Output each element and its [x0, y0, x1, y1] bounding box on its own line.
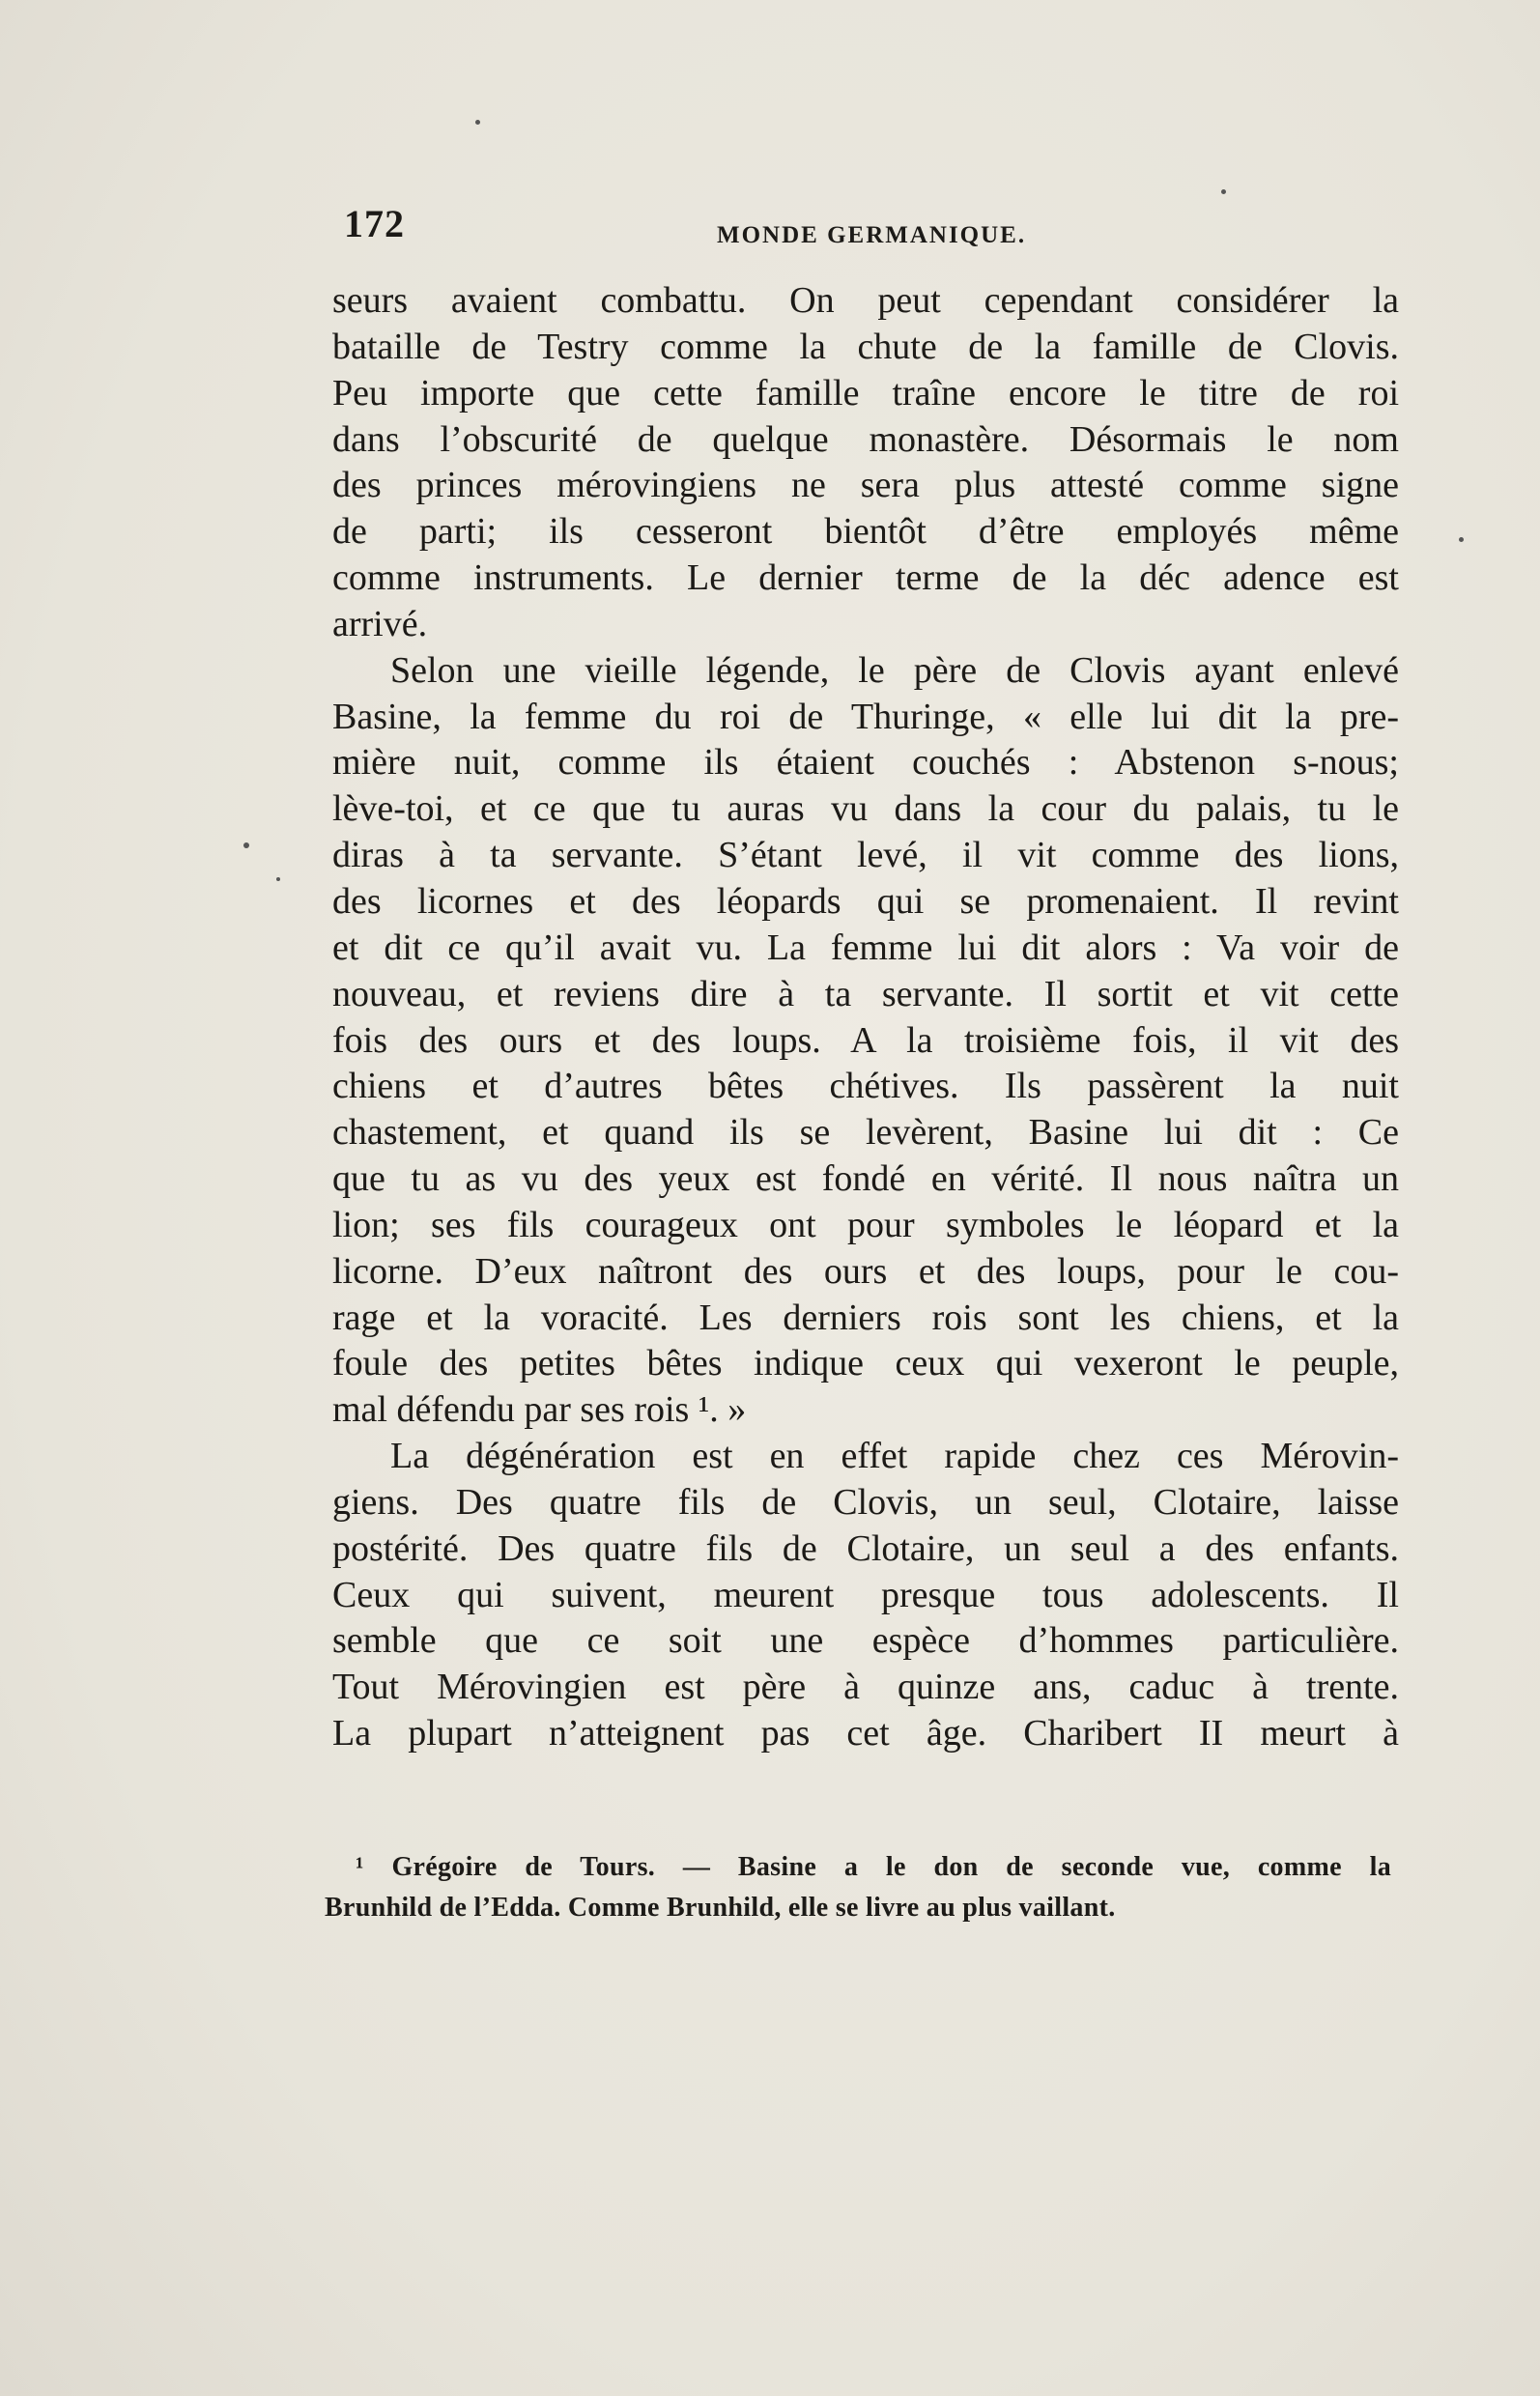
- paper-speck: [475, 120, 480, 125]
- text-line: La plupart n’atteignent pas cet âge. Charibert II meurt à: [332, 1713, 1399, 1754]
- text-line: giens. Des quatre fils de Clovis, un seul, Clotaire, laisse: [332, 1481, 1399, 1523]
- text-line: et dit ce qu’il avait vu. La femme lui dit alors : Va voir de: [332, 927, 1399, 968]
- text-line: Selon une vieille légende, le père de Clovis ayant enlevé: [390, 649, 1399, 691]
- text-line: lion; ses fils courageux ont pour symboles le léopard et la: [332, 1204, 1399, 1245]
- text-line: fois des ours et des loups. A la troisième fois, il vit des: [332, 1019, 1399, 1061]
- text-line: seurs avaient combattu. On peut cependant considérer la: [332, 280, 1399, 321]
- text-line: La dégénération est en effet rapide chez ces Mérovin-: [390, 1436, 1399, 1477]
- text-line: dans l’obscurité de quelque monastère. Désormais le nom: [332, 418, 1399, 460]
- running-title: MONDE GERMANIQUE.: [717, 222, 1027, 248]
- text-line: des princes mérovingiens ne sera plus attesté comme signe: [332, 465, 1399, 506]
- text-line: Ceux qui suivent, meurent presque tous adolescents. Il: [332, 1574, 1399, 1615]
- text-line: Basine, la femme du roi de Thuringe, « elle lui dit la pre-: [332, 696, 1399, 737]
- text-line: chastement, et quand ils se levèrent, Basine lui dit : Ce: [332, 1112, 1399, 1154]
- footnote-line: ¹ Grégoire de Tours. — Basine a le don de seconde vue, comme la: [356, 1852, 1391, 1882]
- paper-speck: [1459, 537, 1464, 542]
- paper-speck: [276, 877, 280, 881]
- footnote: [325, 1847, 1391, 1928]
- paper-speck: [243, 842, 249, 848]
- text-line: foule des petites bêtes indique ceux qui vexeront le peuple,: [332, 1343, 1399, 1384]
- footnote-line: Brunhild de l’Edda. Comme Brunhild, elle se livre au plus vaillant.: [325, 1893, 1116, 1923]
- page-number: 172: [344, 202, 405, 245]
- text-line: bataille de Testry comme la chute de la famille de Clovis.: [332, 326, 1399, 367]
- text-line: comme instruments. Le dernier terme de la déc adence est: [332, 557, 1399, 599]
- text-line: des licornes et des léopards qui se promenaient. Il revint: [332, 880, 1399, 922]
- text-line: rage et la voracité. Les derniers rois sont les chiens, et la: [332, 1297, 1399, 1338]
- text-line: arrivé.: [332, 603, 428, 644]
- text-line: semble que ce soit une espèce d’hommes particulière.: [332, 1620, 1399, 1662]
- text-line: nouveau, et reviens dire à ta servante. Il sortit et vit cette: [332, 973, 1399, 1014]
- body-text: [332, 278, 1399, 1757]
- paper-speck: [1221, 189, 1226, 194]
- text-line: mière nuit, comme ils étaient couchés : Abstenon s-nous;: [332, 742, 1399, 784]
- text-line: Peu importe que cette famille traîne encore le titre de roi: [332, 372, 1399, 414]
- running-head: [344, 201, 1399, 255]
- text-line: licorne. D’eux naîtront des ours et des loups, pour le cou-: [332, 1250, 1399, 1292]
- text-line: de parti; ils cesseront bientôt d’être employés même: [332, 511, 1399, 553]
- text-line: diras à ta servante. S’étant levé, il vit comme des lions,: [332, 835, 1399, 876]
- text-line: chiens et d’autres bêtes chétives. Ils passèrent la nuit: [332, 1066, 1399, 1107]
- text-line: lève-toi, et ce que tu auras vu dans la cour du palais, tu le: [332, 788, 1399, 830]
- text-line: postérité. Des quatre fils de Clotaire, un seul a des enfants.: [332, 1527, 1399, 1569]
- text-line: mal défendu par ses rois ¹. »: [332, 1389, 747, 1431]
- text-line: que tu as vu des yeux est fondé en vérité. Il nous naîtra un: [332, 1158, 1399, 1200]
- text-line: Tout Mérovingien est père à quinze ans, caduc à trente.: [332, 1667, 1399, 1708]
